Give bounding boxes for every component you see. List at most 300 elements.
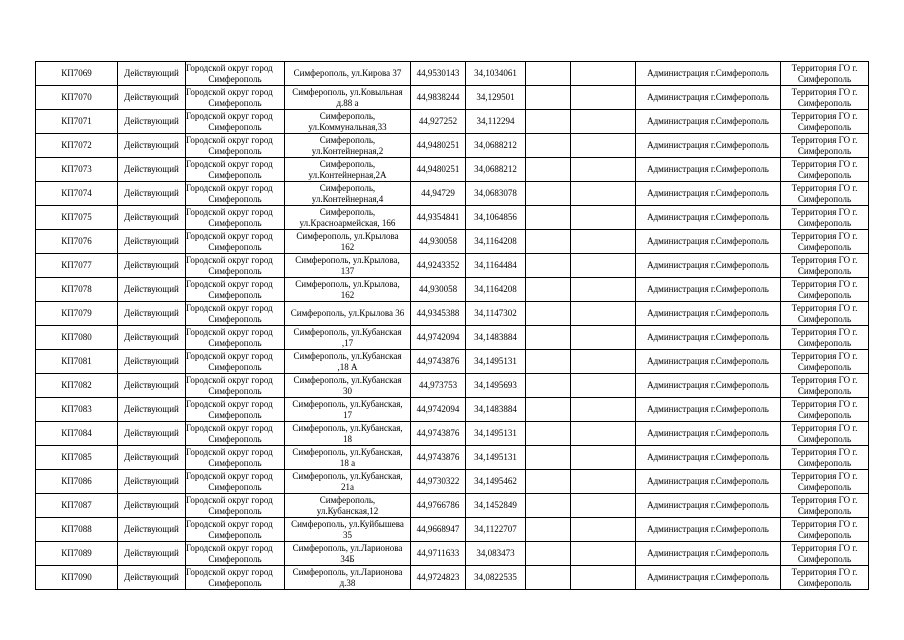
cell-text-owner: Администрация г.Симферополь [647,380,769,390]
longitude-cell [466,158,526,182]
cell-text-terr1: Территория ГО г. [791,182,858,193]
point-code-cell [36,398,118,422]
cell-text-lat: 44,9742094 [416,332,460,342]
empty-cell [526,182,571,206]
cell-text-addr2: 18 [343,433,352,444]
latitude-cell [411,398,466,422]
territory-cell [781,398,869,422]
cell-text-district1: Городской округ город [186,134,273,145]
cell-text-lon: 34,1483884 [474,332,517,342]
point-code-cell [36,110,118,134]
cell-text-terr1: Территория ГО г. [791,518,858,529]
empty-cell [571,158,636,182]
cell-text-lat: 44,9354841 [416,212,460,222]
territory-cell [781,302,869,326]
longitude-cell [466,206,526,230]
table-row [36,350,869,374]
owner-cell [636,494,781,518]
cell-text-owner: Администрация г.Симферополь [647,260,769,270]
cell-text-addr2: 35 [343,529,352,540]
table-row [36,206,869,230]
cell-text-addr1: Симферополь, ул.Крылова, [295,278,400,289]
table-row [36,230,869,254]
status-cell [118,86,186,110]
cell-text-addr2: д.88 а [336,97,359,108]
cell-text-lon: 34,1034061 [474,68,517,78]
territory-cell [781,350,869,374]
empty-cell [571,62,636,86]
table-row [36,422,869,446]
address-cell [285,494,411,518]
cell-text-code: КП7077 [61,260,92,270]
address-cell [285,134,411,158]
cell-text-addr1: Симферополь, ул.Ларионова [292,566,403,577]
cell-text-district2: Симферополь [208,241,262,252]
cell-text-code: КП7071 [61,116,92,126]
cell-text-terr2: Симферополь [797,97,852,108]
point-code-cell [36,326,118,350]
cell-text-lat: 44,9243352 [416,260,460,270]
status-cell [118,206,186,230]
cell-text-owner: Администрация г.Симферополь [647,188,769,198]
status-cell [118,518,186,542]
cell-text-status: Действующий [124,572,179,582]
cell-text-code: КП7082 [61,380,92,390]
cell-text-terr2: Симферополь [797,121,852,132]
cell-text-code: КП7087 [61,500,92,510]
territory-cell [781,326,869,350]
longitude-cell [466,182,526,206]
district-cell [186,326,285,350]
cell-text-owner: Администрация г.Симферополь [647,284,769,294]
point-code-cell [36,470,118,494]
empty-cell [526,494,571,518]
latitude-cell [411,518,466,542]
district-cell [186,398,285,422]
table-row [36,158,869,182]
longitude-cell [466,470,526,494]
longitude-cell [466,518,526,542]
address-cell [285,326,411,350]
cell-text-addr2: 17 [343,409,352,420]
latitude-cell [411,422,466,446]
cell-text-lat: 44,9742094 [416,404,460,414]
point-code-cell [36,542,118,566]
table-row [36,326,869,350]
table-row [36,62,869,86]
owner-cell [636,230,781,254]
cell-text-district1: Городской округ город [186,254,273,265]
address-cell [285,518,411,542]
status-cell [118,230,186,254]
owner-cell [636,206,781,230]
cell-text-terr2: Симферополь [797,409,852,420]
owner-cell [636,518,781,542]
cell-text-addr1: Симферополь, ул.Ларионова [292,542,403,553]
cell-text-code: КП7078 [61,284,92,294]
owner-cell [636,158,781,182]
district-cell [186,134,285,158]
longitude-cell [466,254,526,278]
cell-text-owner: Администрация г.Симферополь [647,476,769,486]
empty-cell [526,110,571,134]
longitude-cell [466,230,526,254]
cell-text-terr1: Территория ГО г. [791,422,858,433]
cell-text-lon: 34,1164484 [474,260,517,270]
cell-text-district1: Городской округ город [186,518,273,529]
territory-cell [781,254,869,278]
empty-cell [571,518,636,542]
cell-text-district1: Городской округ город [186,350,273,361]
cell-text-district1: Городской округ город [186,422,273,433]
cell-text-addr2: 34Б [340,553,355,564]
empty-cell [526,134,571,158]
cell-text-addr2: ул.Контейнерная,2 [311,145,384,156]
cell-text-district2: Симферополь [208,577,262,588]
longitude-cell [466,350,526,374]
cell-text-addr1: Симферополь, [319,110,376,121]
territory-cell [781,182,869,206]
point-code-cell [36,230,118,254]
point-code-cell [36,446,118,470]
cell-text-owner: Администрация г.Симферополь [647,236,769,246]
cell-text-code: КП7080 [61,332,92,342]
territory-cell [781,62,869,86]
territory-cell [781,110,869,134]
table-row [36,182,869,206]
district-cell [186,86,285,110]
district-cell [186,278,285,302]
status-cell [118,422,186,446]
latitude-cell [411,566,466,590]
table-row [36,374,869,398]
cell-text-addr1: Симферополь, [319,494,376,505]
status-cell [118,182,186,206]
latitude-cell [411,206,466,230]
empty-cell [526,470,571,494]
cell-text-addr1: Симферополь, [319,206,376,217]
cell-text-lat: 44,973753 [418,380,458,390]
territory-cell [781,542,869,566]
cell-text-district2: Симферополь [208,289,262,300]
owner-cell [636,542,781,566]
cell-text-code: КП7070 [61,92,92,102]
point-code-cell [36,158,118,182]
longitude-cell [466,134,526,158]
district-cell [186,518,285,542]
cell-text-addr1: Симферополь, ул.Куйбышева [291,518,404,529]
empty-cell [526,86,571,110]
cell-text-code: КП7075 [61,212,92,222]
cell-text-district2: Симферополь [208,553,262,564]
cell-text-status: Действующий [124,188,179,198]
cell-text-terr1: Территория ГО г. [791,302,858,313]
cell-text-lon: 34,083473 [476,548,515,558]
cell-text-status: Действующий [124,236,179,246]
empty-cell [571,254,636,278]
cell-text-lat: 44,9345388 [416,308,460,318]
cell-text-owner: Администрация г.Симферополь [647,356,769,366]
cell-text-terr1: Территория ГО г. [791,566,858,577]
cell-text-district2: Симферополь [208,73,262,84]
cell-text-terr2: Симферополь [797,481,852,492]
status-cell [118,278,186,302]
longitude-cell [466,542,526,566]
territory-cell [781,446,869,470]
cell-text-addr2: ул.Контейнерная,4 [311,193,384,204]
table-row [36,566,869,590]
cell-text-addr1: Симферополь, ул.Кубанская, [292,398,403,409]
territory-cell [781,86,869,110]
cell-text-status: Действующий [124,260,179,270]
empty-cell [526,254,571,278]
owner-cell [636,86,781,110]
cell-text-addr1: Симферополь, [319,182,376,193]
cell-text-district2: Симферополь [208,121,262,132]
empty-cell [571,182,636,206]
cell-text-code: КП7085 [61,452,92,462]
cell-text-terr1: Территория ГО г. [791,158,858,169]
cell-text-addr1: Симферополь, ул.Кубанская [293,350,402,361]
territory-cell [781,374,869,398]
cell-text-lat: 44,927252 [418,116,458,126]
cell-text-owner: Администрация г.Симферополь [647,452,769,462]
territory-cell [781,518,869,542]
empty-cell [571,302,636,326]
longitude-cell [466,302,526,326]
latitude-cell [411,182,466,206]
owner-cell [636,350,781,374]
latitude-cell [411,326,466,350]
empty-cell [571,398,636,422]
cell-text-terr2: Симферополь [797,265,852,276]
latitude-cell [411,374,466,398]
owner-cell [636,470,781,494]
cell-text-lon: 34,0822535 [474,572,517,582]
cell-text-addr1: Симферополь, ул.Кирова 37 [293,68,402,78]
cell-text-terr1: Территория ГО г. [791,110,858,121]
cell-text-lon: 34,1452849 [474,500,517,510]
longitude-cell [466,326,526,350]
district-cell [186,542,285,566]
cell-text-addr1: Симферополь, [319,158,376,169]
cell-text-lon: 34,112294 [476,116,515,126]
cell-text-lat: 44,9743876 [416,356,460,366]
cell-text-code: КП7074 [61,188,92,198]
cell-text-terr2: Симферополь [797,193,852,204]
district-cell [186,110,285,134]
cell-text-lon: 34,1122707 [474,524,517,534]
cell-text-district2: Симферополь [208,265,262,276]
latitude-cell [411,350,466,374]
cell-text-terr2: Симферополь [797,169,852,180]
cell-text-status: Действующий [124,524,179,534]
cell-text-district1: Городской округ город [186,326,273,337]
district-cell [186,350,285,374]
empty-cell [571,350,636,374]
cell-text-addr2: ,18 А [337,361,358,372]
empty-cell [571,374,636,398]
address-cell [285,158,411,182]
empty-cell [526,326,571,350]
district-cell [186,566,285,590]
cell-text-addr1: Симферополь, ул.Кубанская, [292,470,403,481]
cell-text-lon: 34,1064856 [474,212,517,222]
cell-text-district2: Симферополь [208,529,262,540]
cell-text-terr1: Территория ГО г. [791,134,858,145]
cell-text-owner: Администрация г.Симферополь [647,68,769,78]
cell-text-lon: 34,1483884 [474,404,517,414]
cell-text-terr1: Территория ГО г. [791,446,858,457]
empty-cell [571,470,636,494]
empty-cell [571,230,636,254]
cell-text-status: Действующий [124,92,179,102]
table-row [36,110,869,134]
cell-text-district1: Городской округ город [186,62,273,73]
cell-text-owner: Администрация г.Симферополь [647,428,769,438]
cell-text-lat: 44,9743876 [416,452,460,462]
cell-text-addr2: ул.Кубанская,12 [316,505,379,516]
empty-cell [571,494,636,518]
cell-text-addr2: ул.Контейнерная,2А [308,169,387,180]
territory-cell [781,134,869,158]
cell-text-terr2: Симферополь [797,385,852,396]
cell-text-status: Действующий [124,284,179,294]
empty-cell [571,566,636,590]
cell-text-district1: Городской округ город [186,302,273,313]
cell-text-owner: Администрация г.Симферополь [647,212,769,222]
cell-text-lon: 34,0688212 [474,164,517,174]
table-row [36,86,869,110]
cell-text-addr1: Симферополь, ул.Кубанская [293,374,402,385]
address-cell [285,86,411,110]
status-cell [118,254,186,278]
table-row [36,494,869,518]
address-cell [285,566,411,590]
cell-text-terr1: Территория ГО г. [791,542,858,553]
cell-text-terr1: Территория ГО г. [791,254,858,265]
cell-text-code: КП7069 [61,68,92,78]
cell-text-district1: Городской округ город [186,110,273,121]
cell-text-terr1: Территория ГО г. [791,374,858,385]
cell-text-lon: 34,0688212 [474,140,517,150]
cell-text-status: Действующий [124,452,179,462]
cell-text-district2: Симферополь [208,385,262,396]
cell-text-district2: Симферополь [208,313,262,324]
cell-text-addr1: Симферополь, ул.Крылова 36 [290,308,405,318]
cell-text-terr1: Территория ГО г. [791,350,858,361]
territory-cell [781,566,869,590]
cell-text-terr2: Симферополь [797,289,852,300]
cell-text-district1: Городской округ город [186,542,273,553]
address-cell [285,62,411,86]
empty-cell [571,446,636,470]
table-row [36,302,869,326]
cell-text-addr2: 162 [340,241,355,252]
empty-cell [526,518,571,542]
empty-cell [526,158,571,182]
owner-cell [636,326,781,350]
address-cell [285,182,411,206]
cell-text-terr2: Симферополь [797,553,852,564]
cell-text-lat: 44,9730322 [416,476,460,486]
cell-text-owner: Администрация г.Симферополь [647,572,769,582]
cell-text-terr1: Территория ГО г. [791,62,858,73]
status-cell [118,566,186,590]
cell-text-district2: Симферополь [208,217,262,228]
cell-text-terr2: Симферополь [797,241,852,252]
cell-text-owner: Администрация г.Симферополь [647,500,769,510]
cell-text-terr2: Симферополь [797,337,852,348]
status-cell [118,110,186,134]
empty-cell [526,206,571,230]
cell-text-lon: 34,1164208 [474,236,517,246]
table-row [36,542,869,566]
cell-text-district1: Городской округ город [186,446,273,457]
district-cell [186,422,285,446]
address-cell [285,422,411,446]
cell-text-district1: Городской округ город [186,206,273,217]
point-code-cell [36,206,118,230]
cell-text-code: КП7079 [61,308,92,318]
cell-text-terr2: Симферополь [797,145,852,156]
empty-cell [571,86,636,110]
document-sheet [35,61,869,590]
latitude-cell [411,278,466,302]
cell-text-addr2: 18 а [339,457,356,468]
latitude-cell [411,302,466,326]
address-cell [285,254,411,278]
owner-cell [636,398,781,422]
cell-text-addr2: 30 [343,385,352,396]
cell-text-terr2: Симферополь [797,505,852,516]
cell-text-terr2: Симферополь [797,313,852,324]
cell-text-lat: 44,9766786 [416,500,460,510]
cell-text-lon: 34,1495462 [474,476,517,486]
cell-text-lat: 44,930058 [418,236,458,246]
latitude-cell [411,62,466,86]
longitude-cell [466,86,526,110]
status-cell [118,398,186,422]
table-body [36,62,869,590]
cell-text-owner: Администрация г.Симферополь [647,548,769,558]
cell-text-status: Действующий [124,428,179,438]
cell-text-district2: Симферополь [208,409,262,420]
latitude-cell [411,446,466,470]
cell-text-code: КП7090 [61,572,92,582]
status-cell [118,158,186,182]
address-cell [285,374,411,398]
empty-cell [571,542,636,566]
owner-cell [636,302,781,326]
cell-text-district2: Симферополь [208,433,262,444]
status-cell [118,446,186,470]
point-code-cell [36,278,118,302]
territory-cell [781,278,869,302]
point-code-cell [36,566,118,590]
point-code-cell [36,86,118,110]
cell-text-district1: Городской округ город [186,470,273,481]
latitude-cell [411,110,466,134]
cell-text-status: Действующий [124,380,179,390]
cell-text-addr2: д.38 [339,577,356,588]
cell-text-status: Действующий [124,164,179,174]
cell-text-district1: Городской округ город [186,566,273,577]
cell-text-lat: 44,930058 [418,284,458,294]
address-cell [285,350,411,374]
cell-text-code: КП7083 [61,404,92,414]
cell-text-addr2: ул.Коммунальная,33 [308,121,387,132]
